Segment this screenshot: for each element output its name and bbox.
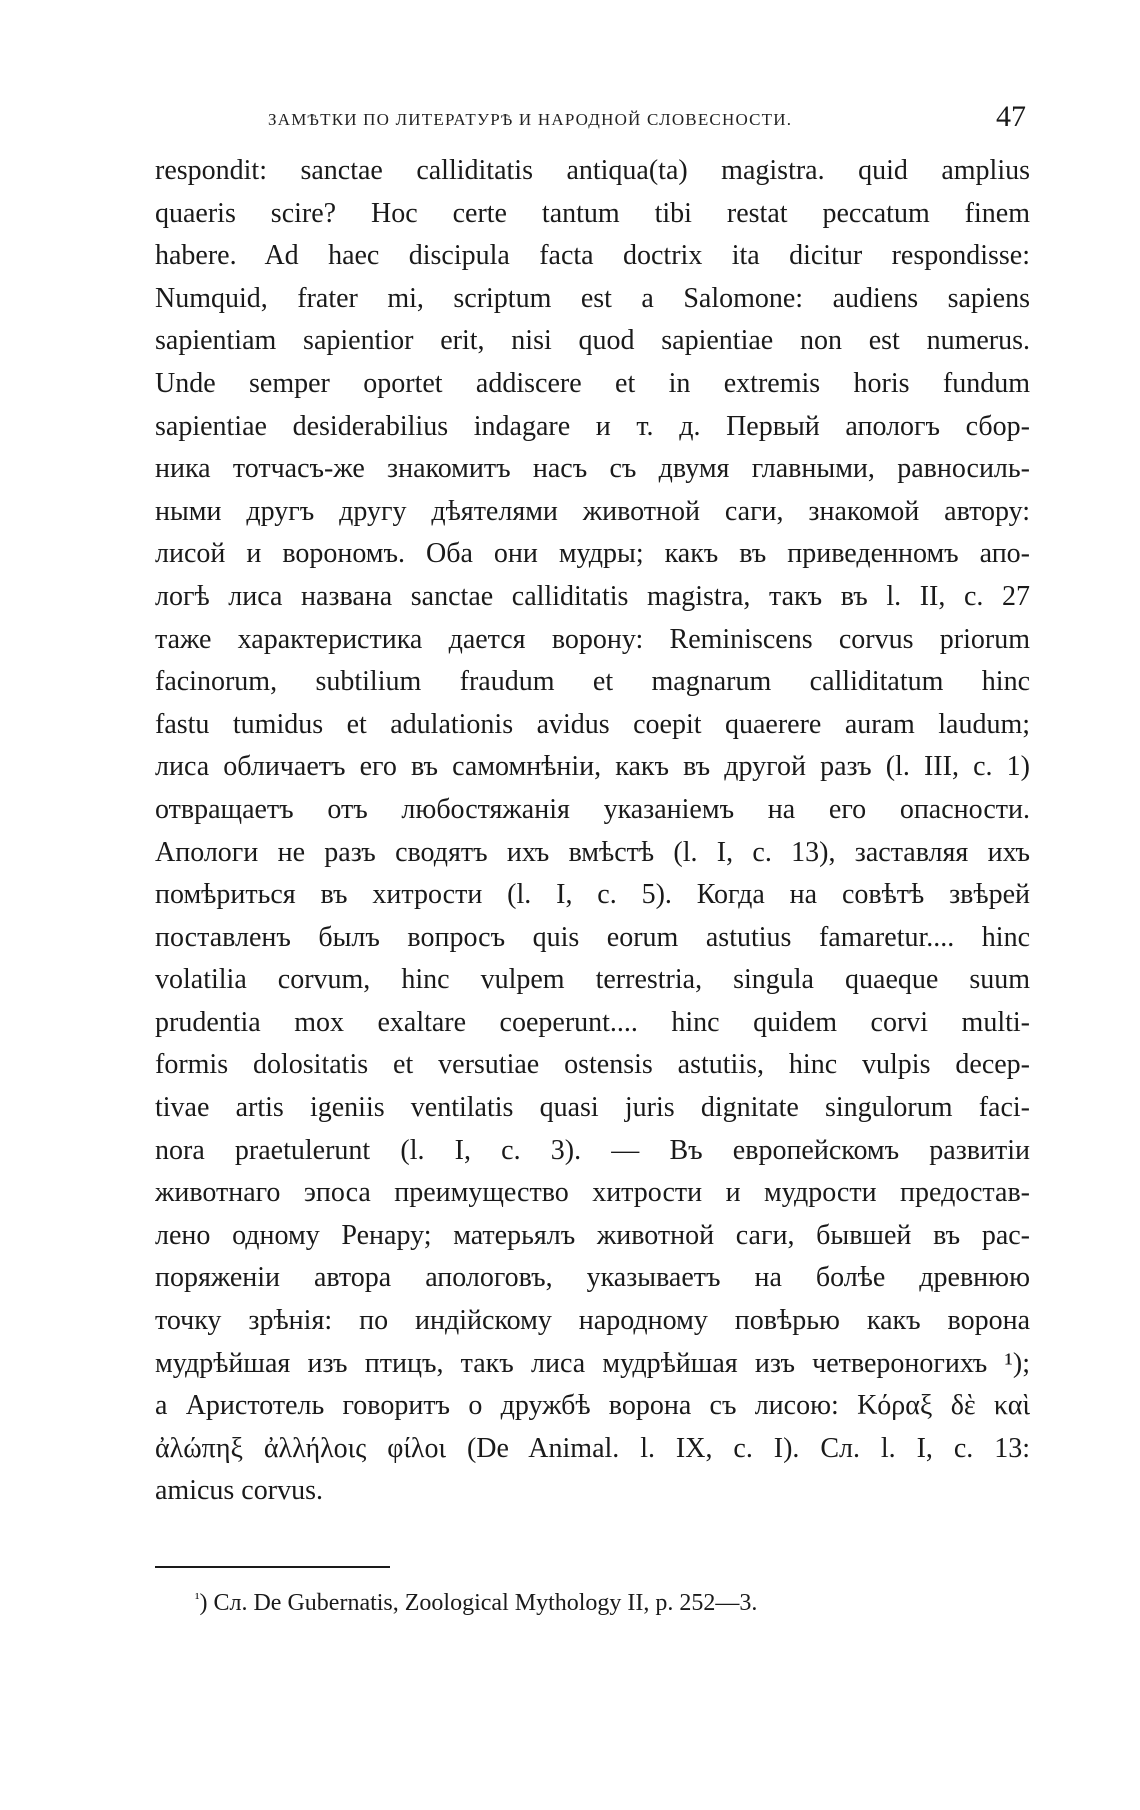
text-line: поставленъ былъ вопросъ quis eorum astutius famaretur.... hinc [155, 921, 1030, 953]
body-text [155, 150, 1030, 1513]
page-header [150, 100, 1030, 140]
text-line: sapientiae desiderabilius indagare и т. д. Первый апологъ сбор- [155, 410, 1030, 442]
text-line: nora praetulerunt (l. I, c. 3). — Въ европейскомъ развитіи [155, 1134, 1030, 1166]
text-line: лиса обличаетъ его въ самомнѣніи, какъ въ другой разъ (l. III, c. 1) [155, 751, 1030, 783]
text-line: помѣриться въ хитрости (l. I, c. 5). Когда на совѣтѣ звѣрей [155, 879, 1030, 911]
footnote-text: ) Сл. De Gubernatis, Zoological Mythology II, p. 252—3. [199, 1590, 758, 1616]
text-line: prudentia mox exaltare coeperunt.... hinc quidem corvi multi- [155, 1006, 1030, 1038]
footnote-marker: ¹ [195, 1591, 200, 1607]
text-line: лисой и ворономъ. Оба они мудры; какъ въ приведенномъ апо- [155, 538, 1030, 570]
text-line: мудрѣйшая изъ птицъ, такъ лиса мудрѣйшая изъ четвероногихъ ¹); [155, 1347, 1030, 1379]
text-line: Unde semper oportet addiscere et in extremis horis fundum [155, 367, 1030, 399]
text-line: formis dolositatis et versutiae ostensis astutiis, hinc vulpis decep- [155, 1049, 1030, 1081]
text-line: отвращаетъ отъ любостяжанія указаніемъ на его опасности. [155, 793, 1030, 825]
text-line: точку зрѣнія: по индійскому народному повѣрью какъ ворона [155, 1305, 1030, 1337]
text-line: лено одному Ренару; матерьялъ животной саги, бывшей въ рас- [155, 1219, 1030, 1251]
text-line: quaeris scire? Hoc certe tantum tibi restat peccatum finem [155, 197, 1030, 229]
page-number: 47 [996, 100, 1026, 133]
text-line: respondit: sanctae calliditatis antiqua(ta) magistra. quid amplius [155, 155, 1030, 186]
text-line: Апологи не разъ сводятъ ихъ вмѣстѣ (l. I, c. 13), заставляя ихъ [155, 836, 1030, 868]
text-line: tivae artis igeniis ventilatis quasi juris dignitate singulorum faci- [155, 1092, 1030, 1124]
footnote [195, 1590, 757, 1617]
text-line: fastu tumidus et adulationis avidus coepit quaerere auram laudum; [155, 708, 1030, 740]
text-line: ными другъ другу дѣятелями животной саги, знакомой автору: [155, 495, 1030, 527]
footnote-divider [155, 1566, 390, 1568]
text-line: животнаго эпоса преимущество хитрости и мудрости предостав- [155, 1177, 1030, 1209]
text-line: а Аристотель говоритъ о дружбѣ ворона съ лисою: Κόραξ δὲ καὶ [155, 1390, 1030, 1422]
text-line: habere. Ad haec discipula facta doctrix ita dicitur respondisse: [155, 240, 1030, 272]
text-line: ника тотчасъ-же знакомитъ насъ съ двумя главными, равносиль- [155, 453, 1030, 485]
text-line: ἀλώπηξ ἀλλήλοις φίλοι (De Animal. l. IX, c. I). Сл. l. I, c. 13: [155, 1432, 1030, 1464]
text-line: facinorum, subtilium fraudum et magnarum calliditatum hinc [155, 666, 1030, 698]
text-line: Numquid, frater mi, scriptum est a Salomone: audiens sapiens [155, 282, 1030, 314]
text-line: sapientiam sapientior erit, nisi quod sapientiae non est numerus. [155, 325, 1030, 357]
text-line: таже характеристика дается ворону: Reminiscens corvus priorum [155, 623, 1030, 655]
text-line: volatilia corvum, hinc vulpem terrestria, singula quaeque suum [155, 964, 1030, 996]
text-line: логѣ лиса названа sanctae calliditatis magistra, такъ въ l. II, c. 27 [155, 580, 1030, 612]
running-head: ЗАМѢТКИ ПО ЛИТЕРАТУРѢ И НАРОДНОЙ СЛОВЕСНОСТИ. [268, 110, 793, 129]
text-line: поряженіи автора апологовъ, указываетъ на болѣе древнюю [155, 1262, 1030, 1294]
text-line: amicus corvus. [155, 1475, 323, 1507]
